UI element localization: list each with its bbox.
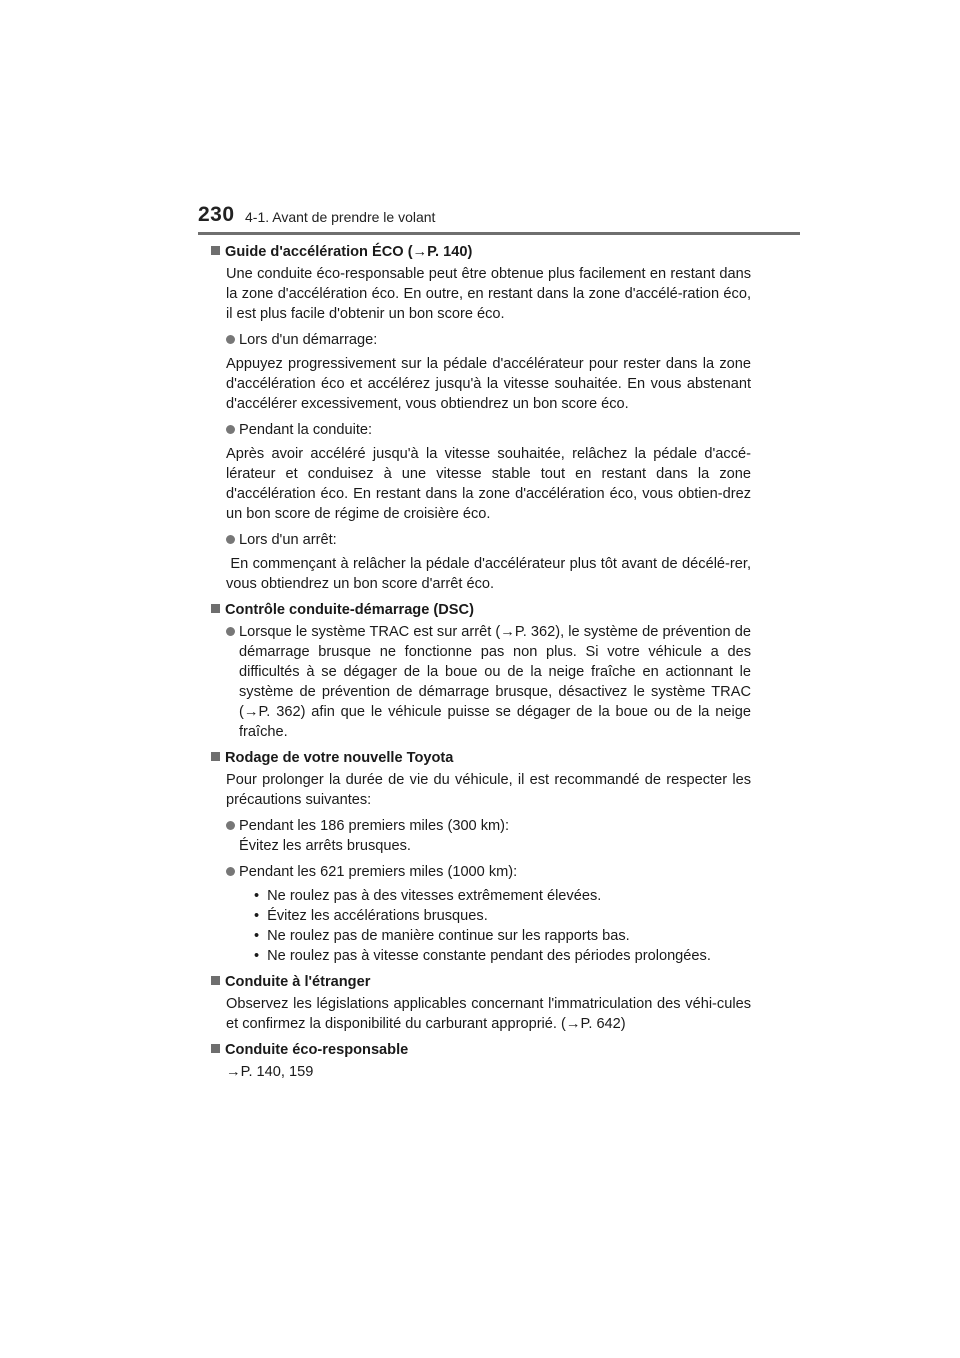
section-break-in-title: [211, 748, 751, 768]
round-bullet-icon: [226, 627, 235, 636]
chapter-title: 4-1. Avant de prendre le volant: [245, 209, 436, 225]
paragraph: En commençant à relâcher la pédale d'accélérateur plus tôt avant de décélé-rer, vous obtiendrez un bon score d'arrêt éco.: [226, 556, 756, 592]
section-eco-guide-title: [211, 242, 751, 262]
section-dsc-title: [211, 600, 751, 620]
section-eco-driving: [211, 1062, 751, 1082]
paragraph: Après avoir accéléré jusqu'à la vitesse souhaitée, relâchez la pédale d'accé-lérateur et conduisez à une vitesse stable tout en restant dans la zone d'accélération éco. En restant dans la zone d'accélération éco, vous obtien-drez un bon score de régime de croisière éco.: [226, 446, 751, 522]
list-item: • Ne roulez pas de manière continue sur les rapports bas.: [254, 926, 751, 946]
square-bullet-icon: [211, 1044, 220, 1053]
bullet-text: Lorsque le système TRAC est sur arrêt (→P. 362), le système de prévention de démarrage brusque ne fonctionne pas non plus. Si votre véhicule a des difficultés à se dégager de la boue ou de la neige fraîche en actionnant le système de prévention de démarrage brusque, désactivez le système TRAC (→P. 362) afin que le véhicule puisse se dégager de la boue ou de la neige fraîche.: [239, 624, 751, 740]
bullet-item: [226, 420, 751, 440]
page-number: 230: [198, 203, 235, 226]
round-bullet-icon: [226, 821, 235, 830]
paragraph: Une conduite éco-responsable peut être obtenue plus facilement en restant dans la zone d'accélération éco. En outre, en restant dans la zone d'accélé-ration éco, il est plus facile d'obtenir un bon score éco.: [226, 266, 751, 322]
bullet-text: Pendant les 621 premiers miles (1000 km):: [239, 864, 518, 880]
bullet-label: Lors d'un démarrage:: [239, 332, 378, 348]
list-item: • Ne roulez pas à vitesse constante pendant des périodes prolongées.: [254, 946, 751, 966]
bullet-text: Évitez les arrêts brusques.: [239, 838, 411, 854]
header-rule: [198, 232, 800, 235]
section-eco-driving-title: [211, 1040, 751, 1060]
page-reference: →P. 140, 159: [226, 1064, 314, 1080]
paragraph: Pour prolonger la durée de vie du véhicule, il est recommandé de respecter les précautions suivantes:: [226, 772, 751, 808]
section-title-text: Rodage de votre nouvelle Toyota: [225, 750, 454, 766]
round-bullet-icon: [226, 425, 235, 434]
section-title-text: Guide d'accélération ÉCO (→P. 140): [225, 244, 473, 260]
bullet-label: Lors d'un arrêt:: [239, 532, 337, 548]
square-bullet-icon: [211, 976, 220, 985]
section-title-text: Conduite à l'étranger: [225, 974, 371, 990]
round-bullet-icon: [226, 335, 235, 344]
section-title-text: Conduite éco-responsable: [225, 1042, 409, 1058]
square-bullet-icon: [211, 604, 220, 613]
list-item: • Ne roulez pas à des vitesses extrêmement élevées.: [254, 886, 751, 906]
page-header: [198, 203, 800, 235]
bullet-item: [226, 330, 751, 350]
paragraph: Appuyez progressivement sur la pédale d'accélérateur pour rester dans la zone d'accélération éco et accélérez jusqu'à la vitesse souhaitée. En vous abstenant d'accélérer excessivement, vous obtiendrez un bon score éco.: [226, 356, 751, 412]
section-dsc: [211, 622, 751, 742]
bullet-item: [226, 622, 751, 742]
section-abroad-title: [211, 972, 751, 992]
square-bullet-icon: [211, 752, 220, 761]
paragraph: Observez les législations applicables concernant l'immatriculation des véhi-cules et confirmez la disponibilité du carburant approprié. (→P. 642): [226, 996, 751, 1032]
square-bullet-icon: [211, 246, 220, 255]
page-content: [211, 242, 756, 1088]
section-abroad: [211, 994, 751, 1034]
section-title-text: Contrôle conduite-démarrage (DSC): [225, 602, 474, 618]
section-eco-guide: [211, 264, 756, 594]
bullet-item: [226, 862, 751, 882]
bullet-item: [226, 816, 751, 856]
round-bullet-icon: [226, 535, 235, 544]
bullet-label: Pendant la conduite:: [239, 422, 373, 438]
list-item: • Évitez les accélérations brusques.: [254, 906, 751, 926]
sub-list: [226, 886, 751, 966]
section-break-in: [211, 770, 751, 966]
round-bullet-icon: [226, 867, 235, 876]
bullet-item: [226, 530, 751, 550]
bullet-text: Pendant les 186 premiers miles (300 km):: [239, 818, 510, 834]
